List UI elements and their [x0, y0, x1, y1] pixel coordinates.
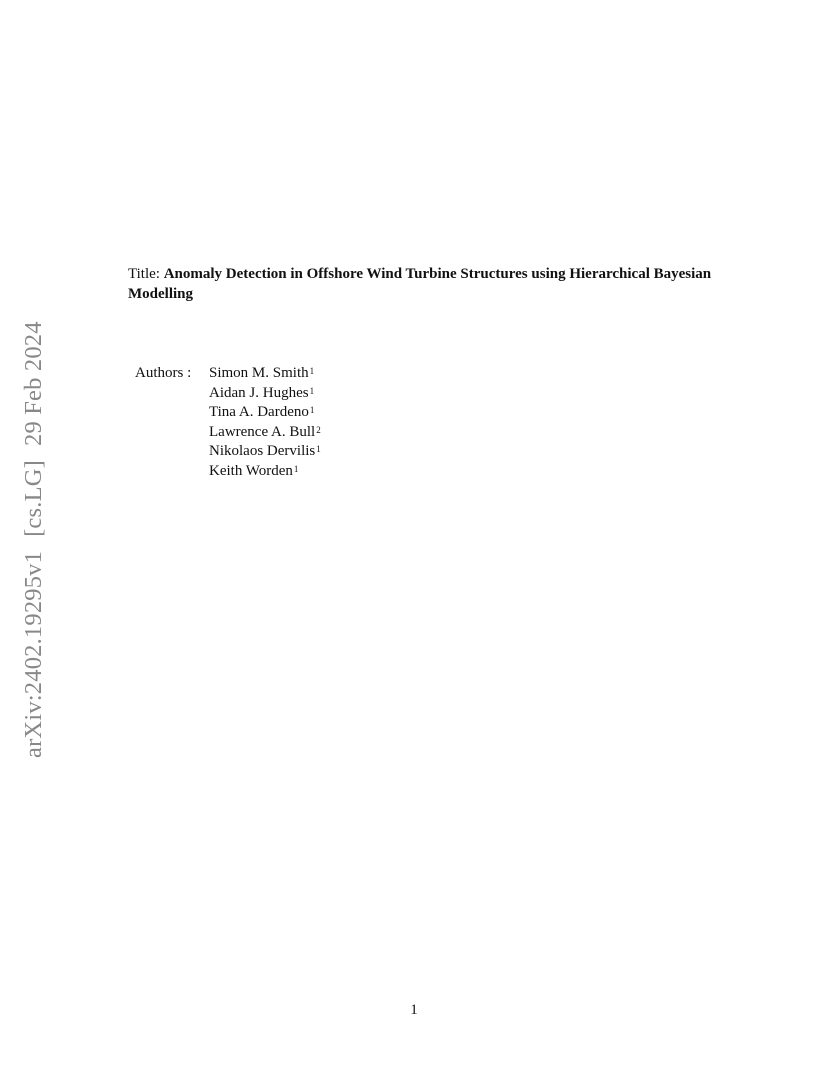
- author-entry: [209, 442, 321, 462]
- author-affiliation: 1: [309, 366, 315, 376]
- arxiv-sidebar-stamp: [20, 321, 48, 758]
- author-name: Keith Worden: [209, 462, 293, 479]
- authors-label: Authors :: [135, 365, 192, 381]
- author-name: Lawrence A. Bull: [209, 423, 316, 440]
- arxiv-date: 29 Feb 2024: [20, 321, 47, 446]
- author-affiliation: 2: [316, 424, 321, 435]
- author-entry: [209, 403, 321, 423]
- arxiv-identifier: arXiv:2402.19295v1: [20, 550, 47, 758]
- author-affiliation: 1: [293, 463, 299, 474]
- author-name: Nikolaos Dervilis: [209, 443, 316, 460]
- authors-list: [209, 364, 321, 482]
- page-number: 1: [410, 1002, 418, 1018]
- arxiv-category: [cs.LG]: [20, 460, 47, 537]
- author-affiliation: 1: [316, 444, 321, 455]
- author-entry: [209, 462, 321, 482]
- author-name: Tina A. Dardeno: [209, 404, 309, 421]
- author-entry: [209, 364, 321, 384]
- author-name: Simon M. Smith: [209, 365, 309, 381]
- title-block: [128, 264, 728, 304]
- title-label: Title:: [128, 266, 160, 282]
- author-affiliation: 1: [309, 405, 315, 416]
- author-entry: [209, 384, 321, 404]
- author-affiliation: 1: [309, 385, 315, 396]
- author-name: Aidan J. Hughes: [209, 384, 309, 401]
- author-entry: [209, 423, 321, 443]
- authors-block: [135, 364, 321, 482]
- paper-title: Anomaly Detection in Offshore Wind Turbine Structures using Hierarchical Bayesian Modelling: [128, 266, 712, 302]
